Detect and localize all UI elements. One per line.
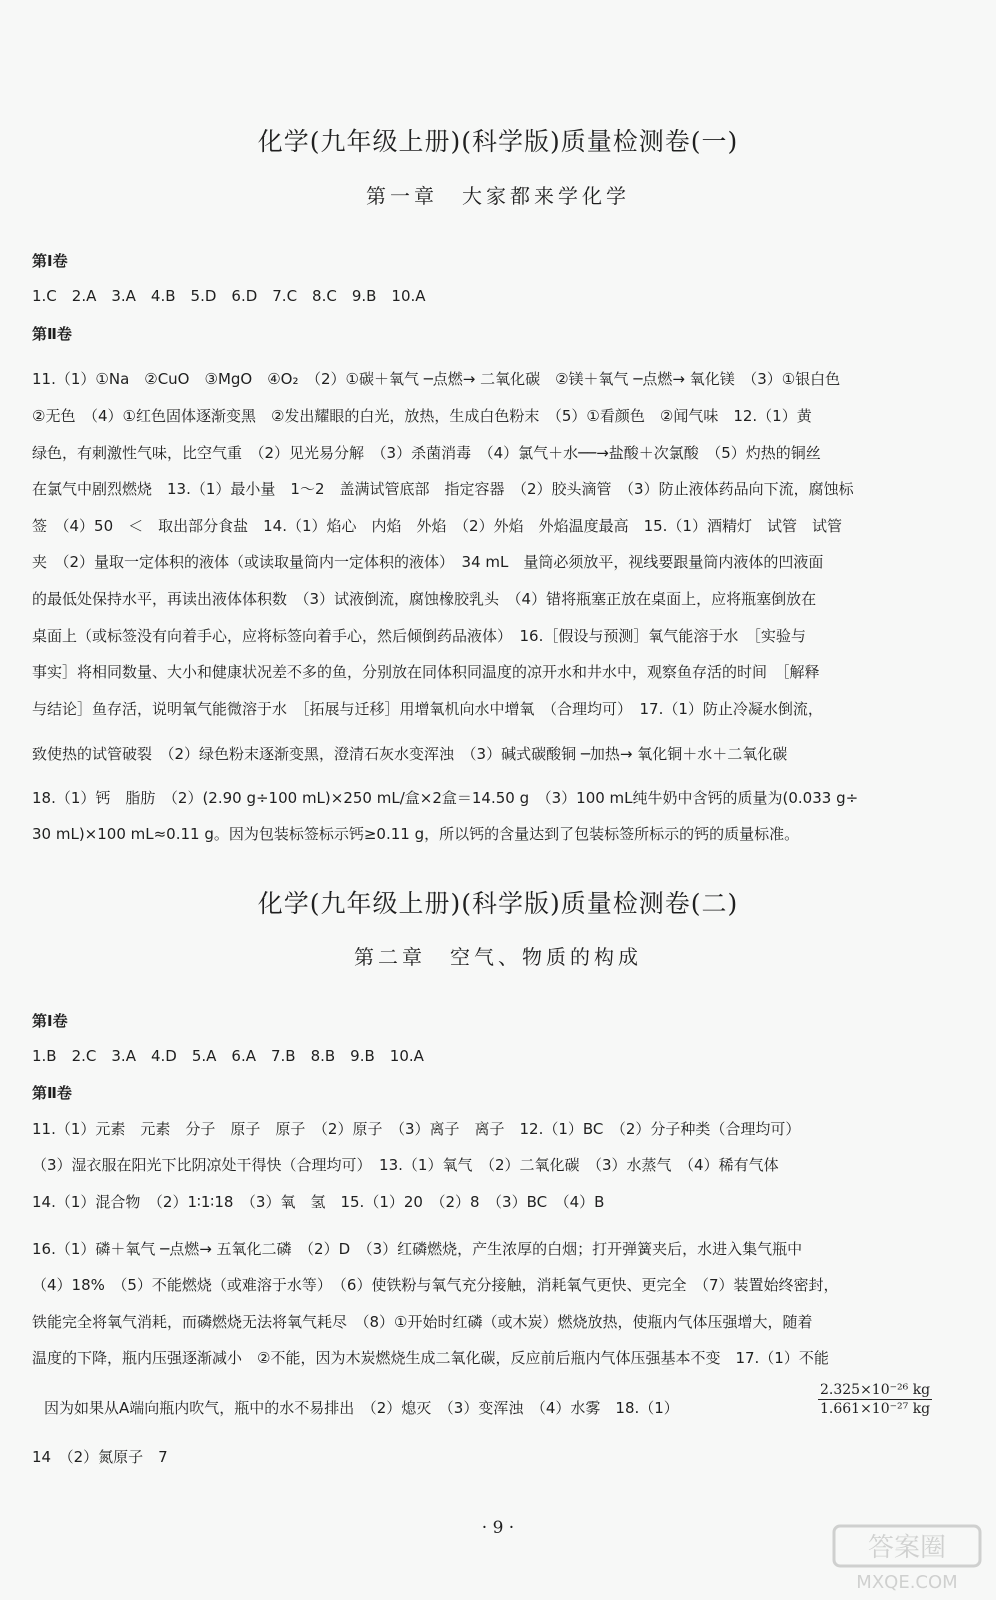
exam1-part1-answers: 1.C 2.A 3.A 4.B 5.D 6.D 7.C 8.C 9.B 10.A	[32, 287, 426, 305]
mass-ratio-fraction	[818, 1382, 932, 1417]
exam2-line: 11.（1）元素 元素 分子 原子 原子 （2）原子 （3）离子 离子 12.（1）BC （2）分子种类（合理均可）	[32, 1120, 801, 1138]
exam1-line: 致使热的试管破裂 （2）绿色粉末逐渐变黑，澄清石灰水变浑浊 （3）碱式碳酸铜 ─加热→ 氧化铜＋水＋二氧化碳	[32, 745, 788, 763]
exam2-line: 14 （2）氮原子 7	[32, 1448, 168, 1466]
fraction-numerator: 2.325×10⁻²⁶ kg	[820, 1382, 931, 1398]
fraction-denominator: 1.661×10⁻²⁷ kg	[820, 1401, 931, 1417]
page-number: · 9 ·	[481, 1518, 515, 1538]
exam2-line: （4）18% （5）不能燃烧（或难溶于水等） （6）使铁粉与氧气充分接触，消耗氧气更快、更完全 （7）装置始终密封，	[32, 1276, 839, 1294]
exam1-line: 绿色，有刺激性气味，比空气重 （2）见光易分解 （3）杀菌消毒 （4）氯气＋水──→盐酸＋次氯酸 （5）灼热的铜丝	[32, 444, 821, 462]
watermark-logo	[832, 1524, 982, 1594]
exam1-part2-label: 第Ⅱ卷	[32, 325, 72, 343]
exam1-line: 30 mL)×100 mL≈0.11 g。因为包装标签标示钙≥0.11 g，所以钙的含量达到了包装标签所标示的钙的质量标准。	[32, 825, 800, 843]
exam1-subtitle: 第一章 大家都来学化学	[366, 184, 630, 208]
svg-text:MXQE.COM: MXQE.COM	[856, 1572, 958, 1593]
exam1-part1-label: 第Ⅰ卷	[32, 252, 68, 270]
exam2-line: 因为如果从A端向瓶内吹气，瓶中的水不易排出 （2）熄灭 （3）变浑浊 （4）水雾 18.（1）	[44, 1399, 679, 1417]
exam1-line: 的最低处保持水平，再读出液体体积数 （3）试液倒流，腐蚀橡胶乳头 （4）错将瓶塞正放在桌面上，应将瓶塞倒放在	[32, 590, 817, 608]
exam1-title: 化学(九年级上册)(科学版)质量检测卷(一)	[257, 127, 739, 156]
exam1-line: 11.（1）①Na ②CuO ③MgO ④O₂ （2）①碳＋氧气 ─点燃→ 二氧化碳 ②镁＋氧气 ─点燃→ 氧化镁 （3）①银白色	[32, 370, 841, 388]
exam1-line: 与结论］鱼存活，说明氧气能微溶于水 ［拓展与迁移］用增氧机向水中增氧 （合理均可） 17.（1）防止冷凝水倒流，	[32, 700, 823, 718]
exam1-line: ②无色 （4）①红色固体逐渐变黑 ②发出耀眼的白光，放热，生成白色粉末 （5）①看颜色 ②闻气味 12.（1）黄	[32, 407, 812, 425]
exam1-line: 夹 （2）量取一定体积的液体（或读取量筒内一定体积的液体） 34 mL 量筒必须放平，视线要跟量筒内液体的凹液面	[32, 553, 824, 571]
exam1-line: 在氯气中剧烈燃烧 13.（1）最小量 1～2 盖满试管底部 指定容器 （2）胶头滴管 （3）防止液体药品向下流，腐蚀标	[32, 480, 854, 498]
exam2-line: 温度的下降，瓶内压强逐渐减小 ②不能，因为木炭燃烧生成二氧化碳，反应前后瓶内气体压强基本不变 17.（1）不能	[32, 1349, 829, 1367]
exam1-line: 18.（1）钙 脂肪 （2）(2.90 g÷100 mL)×250 mL/盒×2盒＝14.50 g （3）100 mL纯牛奶中含钙的质量为(0.033 g÷	[32, 789, 859, 807]
svg-text:答案圈: 答案圈	[867, 1533, 947, 1563]
exam2-line: 铁能完全将氧气消耗，而磷燃烧无法将氧气耗尽 （8）①开始时红磷（或木炭）燃烧放热，使瓶内气体压强增大，随着	[32, 1313, 813, 1331]
exam2-title: 化学(九年级上册)(科学版)质量检测卷(二)	[257, 889, 739, 918]
exam1-line: 事实］将相同数量、大小和健康状况差不多的鱼，分别放在同体积同温度的凉开水和井水中，观察鱼存活的时间 ［解释	[32, 663, 820, 681]
exam2-subtitle: 第二章 空气、物质的构成	[354, 945, 642, 969]
exam2-line: 16.（1）磷＋氧气 ─点燃→ 五氧化二磷 （2）D （3）红磷燃烧，产生浓厚的白烟；打开弹簧夹后，水进入集气瓶中	[32, 1240, 803, 1258]
exam2-part2-label: 第Ⅱ卷	[32, 1084, 72, 1102]
exam1-line: 签 （4）50 ＜ 取出部分食盐 14.（1）焰心 内焰 外焰 （2）外焰 外焰温度最高 15.（1）酒精灯 试管 试管	[32, 517, 842, 535]
exam2-line: （3）湿衣服在阳光下比阴凉处干得快（合理均可） 13.（1）氧气 （2）二氧化碳 （3）水蒸气 （4）稀有气体	[32, 1156, 779, 1174]
exam1-line: 桌面上（或标签没有向着手心，应将标签向着手心，然后倾倒药品液体） 16.［假设与预测］氧气能溶于水 ［实验与	[32, 627, 806, 645]
exam2-part1-label: 第Ⅰ卷	[32, 1012, 68, 1030]
exam2-line: 14.（1）混合物 （2）1∶1∶18 （3）氧 氢 15.（1）20 （2）8 （3）BC （4）B	[32, 1193, 605, 1211]
exam2-part1-answers: 1.B 2.C 3.A 4.D 5.A 6.A 7.B 8.B 9.B 10.A	[32, 1047, 424, 1065]
